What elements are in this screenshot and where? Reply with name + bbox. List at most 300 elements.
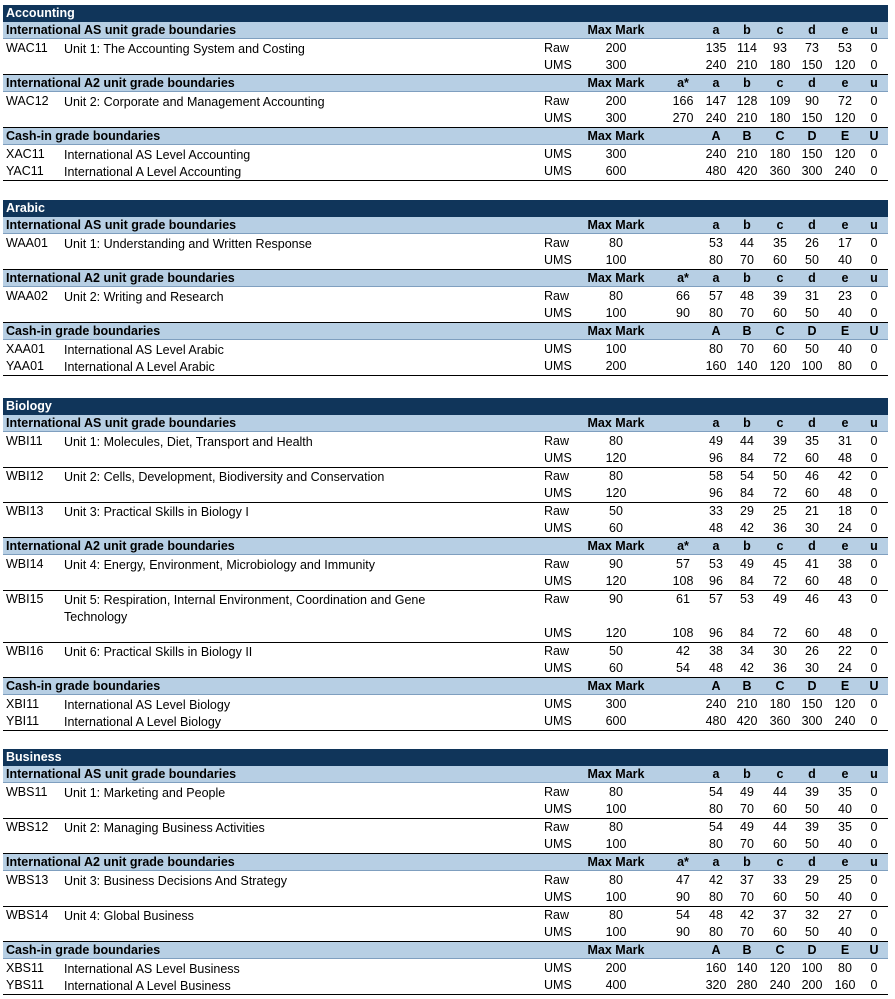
cell-c: 60 [773, 306, 787, 320]
column-header-b: b [743, 76, 751, 90]
column-header-b: b [743, 271, 751, 285]
column-header-c: c [776, 767, 784, 781]
cell-c: 60 [773, 890, 787, 904]
cell-max: 100 [605, 837, 627, 851]
cell-e: 240 [834, 714, 856, 728]
cell-e: 40 [838, 837, 852, 851]
column-header-b: b [743, 767, 751, 781]
cell-u: 0 [870, 925, 878, 939]
subject-header [3, 398, 888, 415]
table-row [3, 836, 888, 853]
cell-c: 36 [773, 661, 787, 675]
cell-c: 39 [773, 289, 787, 303]
cell-b: 70 [740, 342, 754, 356]
column-header-max: Max Mark [587, 416, 645, 430]
column-header-c: C [775, 943, 785, 957]
cell-c: 360 [769, 164, 791, 178]
cell-a: 96 [709, 574, 723, 588]
column-header-d: d [808, 767, 816, 781]
qualification-code: XAC11 [6, 147, 45, 161]
cell-b: 70 [740, 802, 754, 816]
cell-astar: 42 [676, 644, 690, 658]
cell-b: 53 [740, 592, 754, 606]
unit-code: WBI11 [6, 434, 43, 448]
cell-u: 0 [870, 111, 878, 125]
unit-title: Unit 1: Understanding and Written Response [64, 237, 312, 251]
cell-d: 150 [801, 58, 823, 72]
cell-b: 140 [736, 359, 758, 373]
cell-u: 0 [870, 978, 878, 992]
cell-max: 80 [609, 469, 623, 483]
cell-e: 35 [838, 785, 852, 799]
cell-a: 53 [709, 236, 723, 250]
column-header-a: a [712, 76, 720, 90]
table-row [3, 819, 888, 836]
cell-u: 0 [870, 289, 878, 303]
cell-d: 150 [801, 111, 823, 125]
cash-in-header [3, 128, 888, 145]
cell-b: 420 [736, 164, 758, 178]
column-header-d: D [807, 679, 817, 693]
unit-code: WAA02 [6, 289, 48, 303]
cell-e: 27 [838, 908, 852, 922]
cell-u: 0 [870, 486, 878, 500]
cell-type: Raw [544, 785, 570, 799]
cell-c: 60 [773, 802, 787, 816]
cell-type: UMS [544, 451, 572, 465]
cell-u: 0 [870, 785, 878, 799]
column-header-d: d [808, 539, 816, 553]
cell-c: 93 [773, 41, 787, 55]
cell-astar: 54 [676, 661, 690, 675]
cell-astar: 90 [676, 306, 690, 320]
cell-b: 34 [740, 644, 754, 658]
cash-in-header-title: Cash-in grade boundaries [6, 679, 161, 693]
column-header-max: Max Mark [587, 855, 645, 869]
cell-u: 0 [870, 469, 878, 483]
column-header-a: a [712, 416, 720, 430]
cell-type: UMS [544, 306, 572, 320]
cell-u: 0 [870, 574, 878, 588]
row-divider [3, 994, 888, 995]
cell-type: UMS [544, 714, 572, 728]
cell-type: Raw [544, 469, 570, 483]
cell-u: 0 [870, 451, 878, 465]
unit-code: WBS12 [6, 820, 49, 834]
unit-code: WAC12 [6, 94, 49, 108]
cell-max: 100 [605, 342, 627, 356]
cell-c: 60 [773, 837, 787, 851]
column-header-max: Max Mark [587, 539, 645, 553]
cell-e: 23 [838, 289, 852, 303]
cell-d: 150 [801, 697, 823, 711]
unit-code: WBI14 [6, 557, 44, 571]
table-row [3, 163, 888, 180]
cash-in-header-title: Cash-in grade boundaries [6, 943, 161, 957]
unit-code: WBS14 [6, 908, 49, 922]
cash-in-header [3, 323, 888, 340]
cell-astar: 90 [676, 925, 690, 939]
cell-b: 84 [740, 626, 754, 640]
table-row [3, 433, 888, 450]
cell-d: 300 [801, 164, 823, 178]
cell-a: 240 [705, 111, 727, 125]
cell-d: 60 [805, 626, 819, 640]
cell-e: 18 [838, 504, 852, 518]
cell-u: 0 [870, 873, 878, 887]
column-header-d: D [807, 943, 817, 957]
column-header-d: d [808, 76, 816, 90]
unit-code: WBS11 [6, 785, 48, 799]
cell-u: 0 [870, 802, 878, 816]
cell-max: 200 [605, 961, 627, 975]
cell-max: 400 [605, 978, 627, 992]
cell-a: 57 [709, 289, 723, 303]
cell-d: 46 [805, 469, 819, 483]
column-header-max: Max Mark [587, 271, 645, 285]
table-row [3, 977, 888, 994]
cell-b: 114 [737, 41, 757, 55]
cell-astar: 108 [672, 626, 694, 640]
cell-d: 21 [805, 504, 819, 518]
table-row [3, 960, 888, 977]
cell-max: 90 [609, 557, 623, 571]
cell-e: 48 [838, 451, 852, 465]
cell-c: 180 [769, 111, 791, 125]
column-header-b: B [742, 679, 752, 693]
cell-type: Raw [544, 644, 570, 658]
unit-code: WBI15 [6, 592, 44, 606]
column-header-e: e [841, 539, 849, 553]
subject-header [3, 200, 888, 217]
cell-type: UMS [544, 978, 572, 992]
cell-c: 180 [769, 697, 791, 711]
cell-u: 0 [870, 521, 878, 535]
as-section-header-title: International AS unit grade boundaries [6, 767, 237, 781]
unit-title: Unit 1: The Accounting System and Costing [64, 42, 305, 56]
table-row [3, 358, 888, 375]
cell-type: Raw [544, 873, 570, 887]
cell-type: Raw [544, 236, 570, 250]
table-row [3, 889, 888, 906]
cell-a: 147 [705, 94, 727, 108]
cell-c: 50 [773, 469, 787, 483]
column-header-d: d [808, 23, 816, 37]
cell-type: UMS [544, 837, 572, 851]
cell-d: 150 [801, 147, 823, 161]
column-header-max: Max Mark [587, 23, 645, 37]
cell-d: 39 [805, 820, 819, 834]
as-section-header [3, 766, 888, 783]
cell-c: 120 [769, 359, 791, 373]
column-header-a: a [712, 23, 720, 37]
cell-b: 420 [736, 714, 758, 728]
cell-d: 300 [801, 714, 823, 728]
unit-code: WAC11 [6, 41, 48, 55]
cell-e: 240 [834, 164, 856, 178]
cell-c: 60 [773, 925, 787, 939]
qualification-title: International AS Level Business [64, 962, 240, 976]
cell-astar: 61 [676, 592, 690, 606]
cell-u: 0 [870, 644, 878, 658]
cell-type: UMS [544, 626, 572, 640]
cell-b: 44 [740, 434, 754, 448]
cell-d: 30 [805, 661, 819, 675]
cell-u: 0 [870, 890, 878, 904]
table-row [3, 573, 888, 590]
column-header-b: b [743, 539, 751, 553]
cell-type: UMS [544, 486, 572, 500]
cell-a: 48 [709, 661, 723, 675]
subject-header-title: Biology [6, 399, 52, 413]
table-row [3, 872, 888, 889]
table-row [3, 784, 888, 801]
column-header-d: D [807, 129, 817, 143]
table-row [3, 252, 888, 269]
column-header-a: a [712, 539, 720, 553]
cell-c: 49 [773, 592, 787, 606]
table-row [3, 40, 888, 57]
cell-b: 210 [736, 58, 758, 72]
cash-in-header-title: Cash-in grade boundaries [6, 324, 161, 338]
cell-type: Raw [544, 592, 570, 606]
cell-max: 100 [605, 925, 627, 939]
cell-d: 50 [805, 837, 819, 851]
cell-e: 48 [838, 486, 852, 500]
column-header-c: c [776, 76, 784, 90]
column-header-c: c [776, 855, 784, 869]
cell-u: 0 [870, 147, 878, 161]
table-row [3, 591, 888, 624]
cell-d: 50 [805, 925, 819, 939]
cash-in-header-title: Cash-in grade boundaries [6, 129, 161, 143]
row-divider [3, 180, 888, 181]
cell-b: 42 [740, 908, 754, 922]
column-header-e: e [841, 76, 849, 90]
cell-d: 100 [801, 961, 823, 975]
table-row [3, 924, 888, 941]
cell-u: 0 [870, 58, 878, 72]
a2-section-header [3, 75, 888, 92]
table-row [3, 643, 888, 660]
cell-type: UMS [544, 58, 572, 72]
column-header-astar: a* [677, 76, 689, 90]
cell-max: 120 [605, 486, 627, 500]
cell-a: 480 [705, 714, 727, 728]
unit-title: Unit 2: Cells, Development, Biodiversity and Conservation [64, 470, 385, 484]
as-section-header [3, 415, 888, 432]
column-header-astar: a* [677, 539, 689, 553]
cell-d: 60 [805, 451, 819, 465]
column-header-c: c [776, 218, 784, 232]
cell-u: 0 [870, 557, 878, 571]
cell-u: 0 [870, 714, 878, 728]
table-row [3, 305, 888, 322]
cell-d: 50 [805, 890, 819, 904]
column-header-c: c [776, 539, 784, 553]
table-row [3, 57, 888, 74]
cell-type: Raw [544, 434, 570, 448]
cell-e: 160 [834, 978, 856, 992]
cell-b: 84 [740, 451, 754, 465]
cell-d: 26 [805, 236, 819, 250]
cell-b: 44 [740, 236, 754, 250]
column-header-max: Max Mark [587, 76, 645, 90]
cell-max: 120 [605, 451, 627, 465]
cell-u: 0 [870, 661, 878, 675]
column-header-b: b [743, 855, 751, 869]
cell-max: 100 [605, 253, 627, 267]
column-header-a: a [712, 767, 720, 781]
cash-in-header [3, 942, 888, 959]
cell-d: 60 [805, 486, 819, 500]
cell-u: 0 [870, 164, 878, 178]
unit-title: Unit 2: Corporate and Management Accounting [64, 95, 325, 109]
cell-c: 60 [773, 253, 787, 267]
cell-b: 210 [736, 147, 758, 161]
cell-type: Raw [544, 41, 570, 55]
cell-d: 26 [805, 644, 819, 658]
cell-a: 48 [709, 908, 723, 922]
cell-c: 360 [769, 714, 791, 728]
column-header-b: b [743, 416, 751, 430]
cell-b: 70 [740, 253, 754, 267]
column-header-c: C [775, 129, 785, 143]
cell-max: 200 [605, 41, 627, 55]
column-header-a: A [711, 324, 721, 338]
table-row [3, 801, 888, 818]
cell-a: 320 [705, 978, 727, 992]
cell-u: 0 [870, 342, 878, 356]
qualification-title: International A Level Biology [64, 715, 222, 729]
column-header-e: E [840, 324, 850, 338]
cell-max: 80 [609, 289, 623, 303]
cell-d: 50 [805, 253, 819, 267]
cell-max: 300 [605, 147, 627, 161]
cell-e: 80 [838, 359, 852, 373]
cell-max: 600 [605, 714, 627, 728]
cell-e: 120 [834, 147, 856, 161]
cell-a: 49 [709, 434, 723, 448]
column-header-d: d [808, 218, 816, 232]
a2-section-header-title: International A2 unit grade boundaries [6, 855, 235, 869]
column-header-u: u [870, 539, 878, 553]
cell-type: UMS [544, 890, 572, 904]
table-row [3, 660, 888, 677]
cell-max: 80 [609, 873, 623, 887]
cell-type: Raw [544, 820, 570, 834]
cell-u: 0 [870, 94, 878, 108]
cell-u: 0 [870, 359, 878, 373]
cell-d: 73 [805, 41, 819, 55]
cell-a: 96 [709, 486, 723, 500]
subject-header-title: Business [6, 750, 62, 764]
cell-type: Raw [544, 94, 570, 108]
cell-c: 240 [769, 978, 791, 992]
qualification-code: YBI11 [6, 714, 40, 728]
qualification-code: YAA01 [6, 359, 44, 373]
unit-title: Unit 4: Global Business [64, 909, 194, 923]
column-header-d: d [808, 416, 816, 430]
column-header-u: U [869, 679, 879, 693]
cell-b: 54 [740, 469, 754, 483]
cell-c: 120 [769, 961, 791, 975]
cell-b: 84 [740, 574, 754, 588]
table-row [3, 235, 888, 252]
cell-b: 140 [736, 961, 758, 975]
cell-c: 25 [773, 504, 787, 518]
cell-max: 50 [609, 644, 623, 658]
cell-e: 40 [838, 253, 852, 267]
cell-astar: 90 [676, 890, 690, 904]
subject-header-title: Accounting [6, 6, 75, 20]
unit-title: Unit 1: Marketing and People [64, 786, 226, 800]
cell-astar: 166 [672, 94, 694, 108]
column-header-b: b [743, 218, 751, 232]
table-row [3, 503, 888, 520]
cell-max: 200 [605, 94, 627, 108]
column-header-a: a [712, 218, 720, 232]
column-header-c: c [776, 416, 784, 430]
cell-a: 33 [709, 504, 723, 518]
cell-d: 39 [805, 785, 819, 799]
column-header-b: B [742, 129, 752, 143]
cell-d: 50 [805, 306, 819, 320]
cell-c: 44 [773, 820, 787, 834]
table-row [3, 450, 888, 467]
cell-c: 72 [773, 486, 787, 500]
cell-type: Raw [544, 504, 570, 518]
cell-c: 33 [773, 873, 787, 887]
cell-d: 31 [805, 289, 819, 303]
cell-c: 45 [773, 557, 787, 571]
cell-max: 80 [609, 785, 623, 799]
cell-e: 42 [838, 469, 852, 483]
cell-b: 29 [740, 504, 754, 518]
column-header-a: A [711, 129, 721, 143]
cell-b: 70 [740, 306, 754, 320]
qualification-title: International AS Level Arabic [64, 343, 224, 357]
column-header-max: Max Mark [587, 679, 645, 693]
cell-e: 53 [838, 41, 852, 55]
column-header-astar: a* [677, 855, 689, 869]
cell-u: 0 [870, 236, 878, 250]
column-header-u: u [870, 855, 878, 869]
cell-e: 48 [838, 574, 852, 588]
cell-d: 30 [805, 521, 819, 535]
cell-u: 0 [870, 837, 878, 851]
column-header-u: u [870, 76, 878, 90]
cell-a: 54 [709, 820, 723, 834]
cell-c: 37 [773, 908, 787, 922]
cell-b: 49 [740, 785, 754, 799]
cell-e: 120 [834, 58, 856, 72]
as-section-header-title: International AS unit grade boundaries [6, 416, 237, 430]
cell-a: 80 [709, 802, 723, 816]
cell-e: 72 [838, 94, 852, 108]
cell-b: 42 [740, 661, 754, 675]
cell-b: 70 [740, 890, 754, 904]
table-row [3, 110, 888, 127]
cell-type: UMS [544, 253, 572, 267]
column-header-c: c [776, 271, 784, 285]
cell-e: 43 [838, 592, 852, 606]
cell-u: 0 [870, 697, 878, 711]
cell-astar: 66 [676, 289, 690, 303]
cell-max: 100 [605, 802, 627, 816]
unit-title: Unit 5: Respiration, Internal Environment, Coordination and Gene Technology [64, 593, 426, 624]
qualification-title: International A Level Arabic [64, 360, 215, 374]
